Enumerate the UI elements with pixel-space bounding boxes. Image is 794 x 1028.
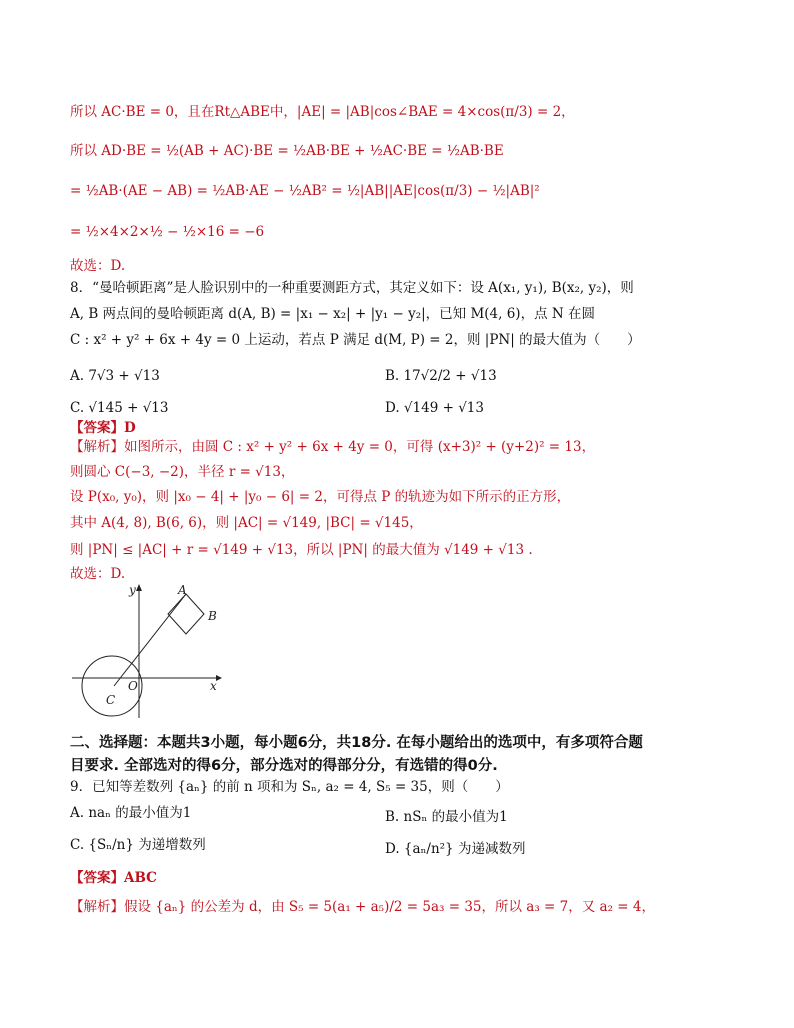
label-c: C — [106, 693, 116, 707]
section-2-heading-2: 目要求. 全部选对的得6分，部分选对的得部分分，有选错的得0分. — [70, 758, 498, 774]
question-8-stem-2: A, B 两点间的曼哈顿距离 d(A, B) = |x₁ − x₂| + |y₁ − y₂|，已知 M(4, 6)，点 N 在圆 — [70, 306, 595, 322]
solution-line-3: = ½AB·(AE − AB) = ½AB·AE − ½AB² = ½|AB||AE|cos(π/3) − ½|AB|² — [70, 183, 540, 199]
coordinate-figure — [68, 582, 228, 722]
question-8-option-a: A. 7√3 + √13 — [70, 368, 160, 384]
question-8-solution-4: 其中 A(4, 8), B(6, 6)，则 |AC| = √149, |BC| = √145， — [70, 515, 423, 531]
question-8-stem-1: 8．“曼哈顿距离”是人脸识别中的一种重要测距方式，其定义如下：设 A(x₁, y₁), B(x₂, y₂)，则 — [70, 280, 634, 296]
label-b: B — [208, 609, 217, 623]
question-8-solution-5: 则 |PN| ≤ |AC| + r = √149 + √13，所以 |PN| 的最大值为 √149 + √13 . — [70, 542, 533, 558]
solution-line-1: 所以 AC·BE = 0，且在Rt△ABE中，|AE| = |AB|cos∠BAE = 4×cos(π/3) = 2， — [70, 104, 575, 120]
label-x: x — [210, 679, 217, 693]
question-9-option-c: C. {Sₙ/n} 为递增数列 — [70, 837, 206, 853]
question-8-solution-6: 故选：D. — [70, 566, 126, 582]
label-y: y — [129, 583, 136, 597]
question-9-stem: 9．已知等差数列 {aₙ} 的前 n 项和为 Sₙ, a₂ = 4, S₅ = 35，则（ ） — [70, 779, 509, 795]
section-2-heading-1: 二、选择题：本题共3小题，每小题6分，共18分. 在每小题给出的选项中，有多项符合题 — [70, 735, 643, 751]
x-axis-arrow — [216, 675, 222, 681]
y-axis-arrow — [136, 584, 142, 591]
question-9-option-a: A. naₙ 的最小值为1 — [70, 805, 192, 821]
question-8-stem-3: C : x² + y² + 6x + 4y = 0 上运动，若点 P 满足 d(M, P) = 2，则 |PN| 的最大值为（ ） — [70, 332, 641, 348]
question-8-option-b: B. 17√2/2 + √13 — [385, 368, 497, 384]
question-9-option-d: D. {aₙ/n²} 为递减数列 — [385, 841, 526, 857]
question-9-answer: 【答案】ABC — [70, 870, 157, 886]
answer-choice-line: 故选：D. — [70, 258, 126, 274]
segment-ca — [114, 594, 186, 686]
square-trajectory — [168, 594, 204, 634]
question-8-option-c: C. √145 + √13 — [70, 400, 169, 416]
question-8-solution-1: 【解析】如图所示，由圆 C : x² + y² + 6x + 4y = 0，可得 (x+3)² + (y+2)² = 13， — [70, 439, 596, 455]
solution-line-2: 所以 AD·BE = ½(AB + AC)·BE = ½AB·BE + ½AC·BE = ½AB·BE — [70, 143, 504, 159]
question-8-option-d: D. √149 + √13 — [385, 400, 484, 416]
question-8-answer: 【答案】D — [70, 420, 136, 436]
question-9-solution-1: 【解析】假设 {aₙ} 的公差为 d，由 S₅ = 5(a₁ + a₅)/2 = 5a₃ = 35，所以 a₃ = 7，又 a₂ = 4， — [70, 899, 655, 915]
question-9-option-b: B. nSₙ 的最小值为1 — [385, 809, 508, 825]
question-8-solution-3: 设 P(x₀, y₀)，则 |x₀ − 4| + |y₀ − 6| = 2，可得点 P 的轨迹为如下所示的正方形， — [70, 489, 571, 505]
label-o: O — [128, 679, 138, 693]
question-8-solution-2: 则圆心 C(−3, −2)，半径 r = √13， — [70, 464, 295, 480]
label-a: A — [178, 583, 187, 597]
solution-line-4: = ½×4×2×½ − ½×16 = −6 — [70, 224, 265, 240]
